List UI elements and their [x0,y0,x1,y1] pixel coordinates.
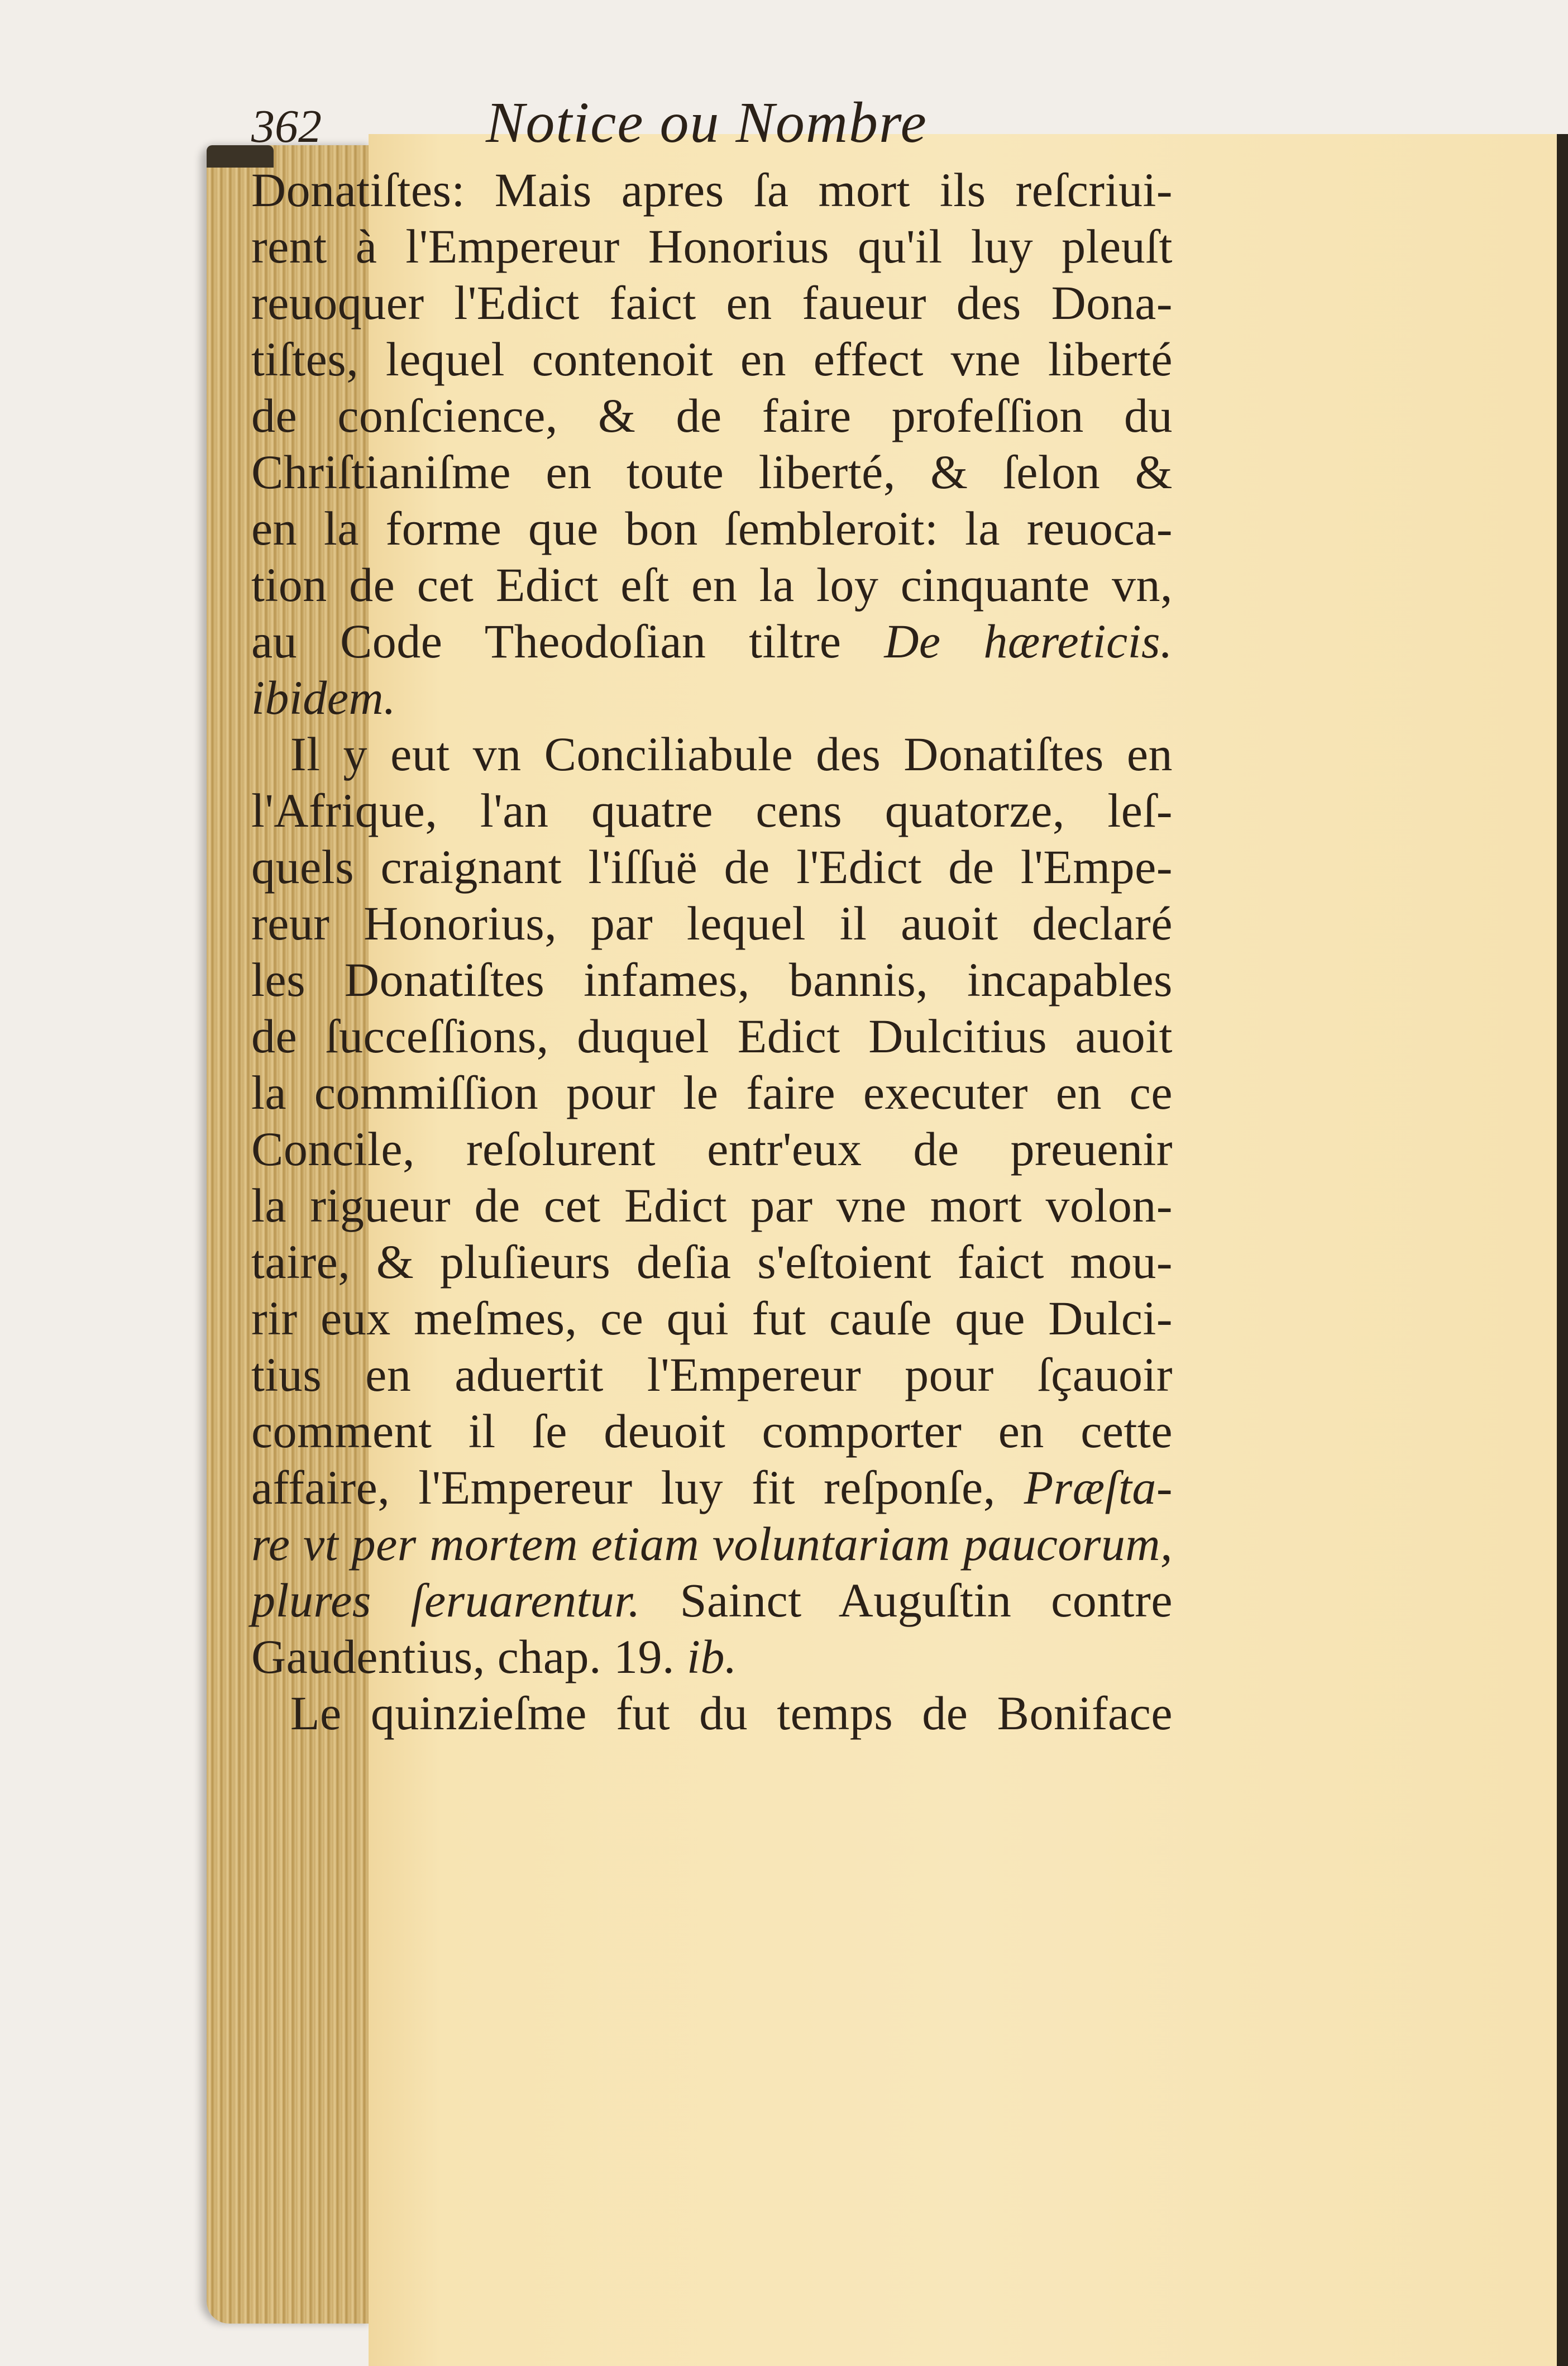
text-line [251,275,1173,331]
running-title: Notice ou Nombre [486,90,928,155]
text-line [251,1459,1173,1516]
line-text: la rigueur de cet Edict par vne mort volon- [251,1179,1173,1232]
line-text: Chriſtianiſme en toute liberté, & ſelon & [251,445,1173,499]
text-line [251,388,1173,444]
text-line [251,1685,1173,1742]
line-italic-text: Præſta- [1024,1461,1173,1514]
text-line [251,162,1173,218]
line-text: reuoquer l'Edict faict en faueur des Dona- [251,276,1173,330]
line-text: taire, & pluſieurs deſia s'eſtoient faict mou- [251,1235,1173,1289]
text-line [251,218,1173,275]
text-body [251,162,1173,1742]
line-text: Le quinzieſme fut du temps de Boniface [290,1686,1173,1740]
line-text: comment il ſe deuoit comporter en cette [251,1404,1173,1458]
text-line [251,952,1173,1008]
line-text: la commiſſion pour le faire executer en ce [251,1066,1173,1119]
line-text: Gaudentius, chap. 19. [251,1630,687,1683]
text-line [251,331,1173,388]
line-text: Donatiſtes: Mais apres ſa mort ils reſcriui- [251,163,1173,217]
text-line [251,1290,1173,1347]
line-text-after: Sainct Auguſtin contre [640,1573,1173,1627]
text-line [251,726,1173,783]
line-italic-text: plures ſeruarentur. [251,1573,640,1627]
page-gutter [1557,134,1568,2366]
line-text: au Code Theodoſian tiltre [251,614,885,668]
line-text: tion de cet Edict eſt en la loy cinquante vn, [251,558,1173,612]
line-text: reur Honorius, par lequel il auoit declaré [251,896,1173,950]
text-line [251,1177,1173,1234]
line-text: Il y eut vn Conciliabule des Donatiſtes en [290,727,1173,781]
line-text: tius en aduertit l'Empereur pour ſçauoir [251,1348,1173,1401]
line-text: rent à l'Empereur Honorius qu'il luy pleuſt [251,220,1173,273]
line-text: de conſcience, & de faire profeſſion du [251,389,1173,442]
text-line [251,839,1173,895]
line-text: quels craignant l'iſſuë de l'Edict de l'Empe- [251,840,1173,894]
text-line [251,1008,1173,1065]
line-italic-text: De hæreticis. [884,614,1173,668]
line-text: en la forme que bon ſembleroit: la reuoca- [251,502,1173,555]
text-line [251,557,1173,613]
text-line [251,613,1173,670]
line-text: affaire, l'Empereur luy fit reſponſe, [251,1461,1024,1514]
page-header [251,89,1173,162]
line-text: rir eux meſmes, ce qui fut cauſe que Dulci- [251,1291,1173,1345]
text-line [251,1234,1173,1290]
line-italic-text: re vt per mortem etiam voluntariam paucorum, [251,1517,1173,1571]
line-text: tiſtes, lequel contenoit en effect vne liberté [251,332,1173,386]
line-text: les Donatiſtes infames, bannis, incapables [251,953,1173,1006]
text-line [251,1347,1173,1403]
text-line [251,783,1173,839]
text-line [251,444,1173,500]
text-line [251,1516,1173,1572]
page-content [251,89,1173,1742]
line-italic-text: ibidem. [251,671,396,724]
text-line [251,1121,1173,1177]
text-line [251,1065,1173,1121]
line-text: de ſucceſſions, duquel Edict Dulcitius auoit [251,1009,1173,1063]
text-line [251,500,1173,557]
text-line [251,1572,1173,1629]
line-italic-text: ib. [687,1630,737,1683]
page-number: 362 [251,101,322,152]
line-text: l'Afrique, l'an quatre cens quatorze, leſ- [251,784,1173,837]
text-line [251,670,1173,726]
text-line [251,1403,1173,1459]
text-line [251,1629,1173,1685]
line-text: Concile, reſolurent entr'eux de preuenir [251,1122,1173,1176]
text-line [251,895,1173,952]
